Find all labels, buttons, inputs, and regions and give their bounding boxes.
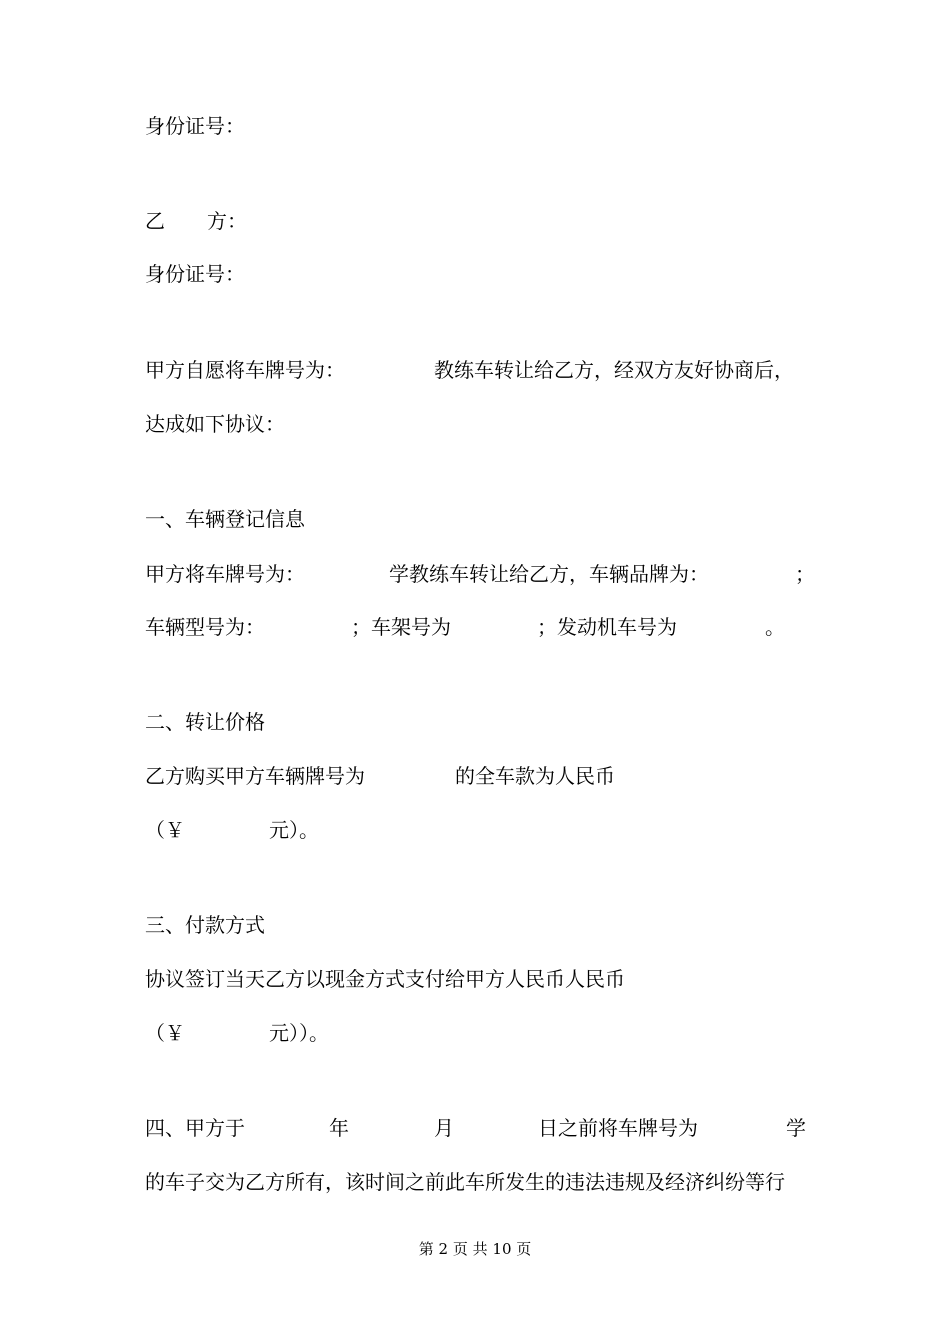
section-3-line-1 [145,966,625,992]
payment-text: 协议签订当天乙方以现金方式支付给甲方人民币人民币 [145,967,625,991]
intro-text-b: 教练车转让给乙方，经双方友好协商后， [434,358,794,382]
yuan-close: 元））。 [269,1021,329,1045]
party-b-char: 乙 [145,209,165,233]
engine-label: ；发动机车号为 [537,615,677,639]
yuan-open: （￥ [145,1021,185,1045]
section-3-title [145,912,265,938]
footer-gong: 共 [472,1240,488,1258]
section-title-text: 一、车辆登记信息 [145,507,305,531]
section-2-title [145,709,265,735]
page-footer [0,1238,950,1259]
intro-text-c: 达成如下协议： [145,412,285,436]
party-b-suffix: 方： [207,209,247,233]
footer-ye-2: 页 [516,1240,532,1258]
section-title-text: 三、付款方式 [145,913,265,937]
id-number-b-label [145,261,245,287]
day-text: 日之前将车牌号为 [538,1116,698,1140]
price-text-a: 乙方购买甲方车辆牌号为 [145,764,365,788]
xue-char: 学 [786,1116,806,1140]
month-label: 月 [434,1116,454,1140]
id-number-label-text: 身份证号： [145,114,245,138]
total-pages: 10 [492,1240,512,1258]
id-number-label-text: 身份证号： [145,262,245,286]
period: 。 [765,615,785,639]
year-label: 年 [329,1116,349,1140]
deadline-text: 四、甲方于 [145,1116,245,1140]
intro-text-a: 甲方自愿将车牌号为： [145,358,345,382]
semicolon: ； [795,562,815,586]
section-4-line-2 [145,1169,785,1195]
current-page-number: 2 [438,1240,449,1258]
liability-text: 的车子交为乙方所有，该时间之前此车所发生的违法违规及经济纠纷等行 [145,1170,785,1194]
price-text-b: 的全车款为人民币 [455,764,615,788]
plate-label: 甲方将车牌号为： [145,562,305,586]
intro-line-2 [145,411,285,437]
yuan-close: 元）。 [269,818,319,842]
section-title-text: 二、转让价格 [145,710,265,734]
footer-di: 第 [418,1240,434,1258]
yuan-open: （￥ [145,818,185,842]
frame-label: ；车架号为 [351,615,451,639]
model-label: 车辆型号为： [145,615,265,639]
id-number-a-label [145,113,245,139]
transfer-text: 学教练车转让给乙方，车辆品牌为： [389,562,709,586]
section-1-title [145,506,305,532]
footer-ye: 页 [452,1240,468,1258]
